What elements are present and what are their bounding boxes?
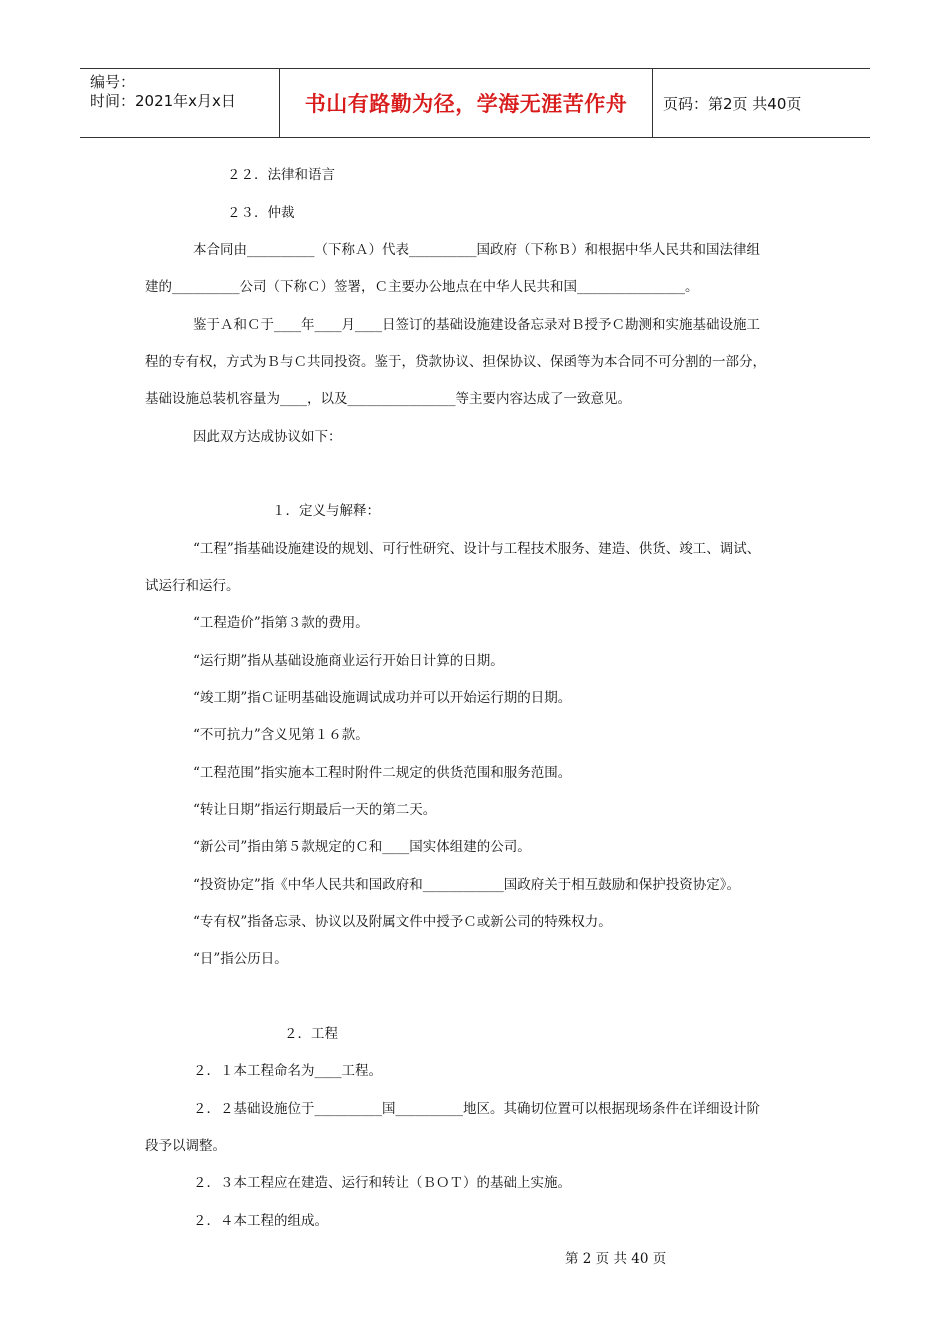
page-footer: 第 2 页 共 40 页 xyxy=(565,1251,667,1267)
clause-line: 段予以调整。 xyxy=(145,1138,226,1154)
definition-line: “不可抗力”含义见第１６款。 xyxy=(193,727,369,743)
document-date-label: 时间：2021年x月x日 xyxy=(90,92,236,110)
paragraph-line: 鉴于Ａ和Ｃ于____年____月____日签订的基础设施建设备忘录对Ｂ授予Ｃ勘测和实施基础设施工 xyxy=(193,317,760,333)
toc-item-22: ２２．法律和语言 xyxy=(227,167,335,183)
definition-line: “运行期”指从基础设施商业运行开始日计算的日期。 xyxy=(193,653,504,669)
header-motto: 书山有路勤为径，学海无涯苦作舟 xyxy=(280,69,653,137)
definition-line: “工程造价”指第３款的费用。 xyxy=(193,615,369,631)
paragraph-line: 程的专有权，方式为Ｂ与Ｃ共同投资。鉴于，贷款协议、担保协议、保函等为本合同不可分割的一部分， xyxy=(145,354,766,370)
paragraph-line: 基础设施总装机容量为____，以及________________等主要内容达成了一致意见。 xyxy=(145,391,631,407)
definition-line: 试运行和运行。 xyxy=(145,578,240,594)
section-heading: １．定义与解释： xyxy=(272,503,380,519)
definition-line: “转让日期”指运行期最后一天的第二天。 xyxy=(193,802,437,818)
definition-line: “工程”指基础设施建设的规划、可行性研究、设计与工程技术服务、建造、供货、竣工、调试、 xyxy=(193,541,761,557)
clause-line: ２．３本工程应在建造、运行和转让（ＢＯＴ）的基础上实施。 xyxy=(193,1175,571,1191)
clause-line: ２．２基础设施位于__________国__________地区。其确切位置可以根据现场条件在详细设计阶 xyxy=(193,1101,760,1117)
definition-line: “工程范围”指实施本工程时附件二规定的供货范围和服务范围。 xyxy=(193,765,572,781)
definition-line: “日”指公历日。 xyxy=(193,951,288,967)
definition-line: “新公司”指由第５款规定的Ｃ和____国实体组建的公司。 xyxy=(193,839,531,855)
section-heading: ２．工程 xyxy=(284,1026,338,1042)
page-header xyxy=(80,68,870,138)
definition-line: “竣工期”指Ｃ证明基础设施调试成功并可以开始运行期的日期。 xyxy=(193,690,572,706)
definition-line: “专有权”指备忘录、协议以及附属文件中授予Ｃ或新公司的特殊权力。 xyxy=(193,914,612,930)
clause-line: ２．１本工程命名为____工程。 xyxy=(193,1063,382,1079)
header-page-number: 页码：第2页 共40页 xyxy=(663,94,802,113)
definition-line: “投资协定”指《中华人民共和国政府和____________国政府关于相互鼓励和保护投资协定》。 xyxy=(193,877,741,893)
document-number-label: 编号： xyxy=(90,73,136,91)
toc-item-23: ２３．仲裁 xyxy=(227,205,295,221)
header-meta xyxy=(80,69,280,137)
paragraph-line: 本合同由__________（下称Ａ）代表__________国政府（下称Ｂ）和根据中华人民共和国法律组 xyxy=(193,242,760,258)
paragraph-line: 建的__________公司（下称Ｃ）签署，Ｃ主要办公地点在中华人民共和国________________。 xyxy=(145,279,699,295)
clause-line: ２．４本工程的组成。 xyxy=(193,1213,328,1229)
paragraph-line: 因此双方达成协议如下： xyxy=(193,429,342,445)
